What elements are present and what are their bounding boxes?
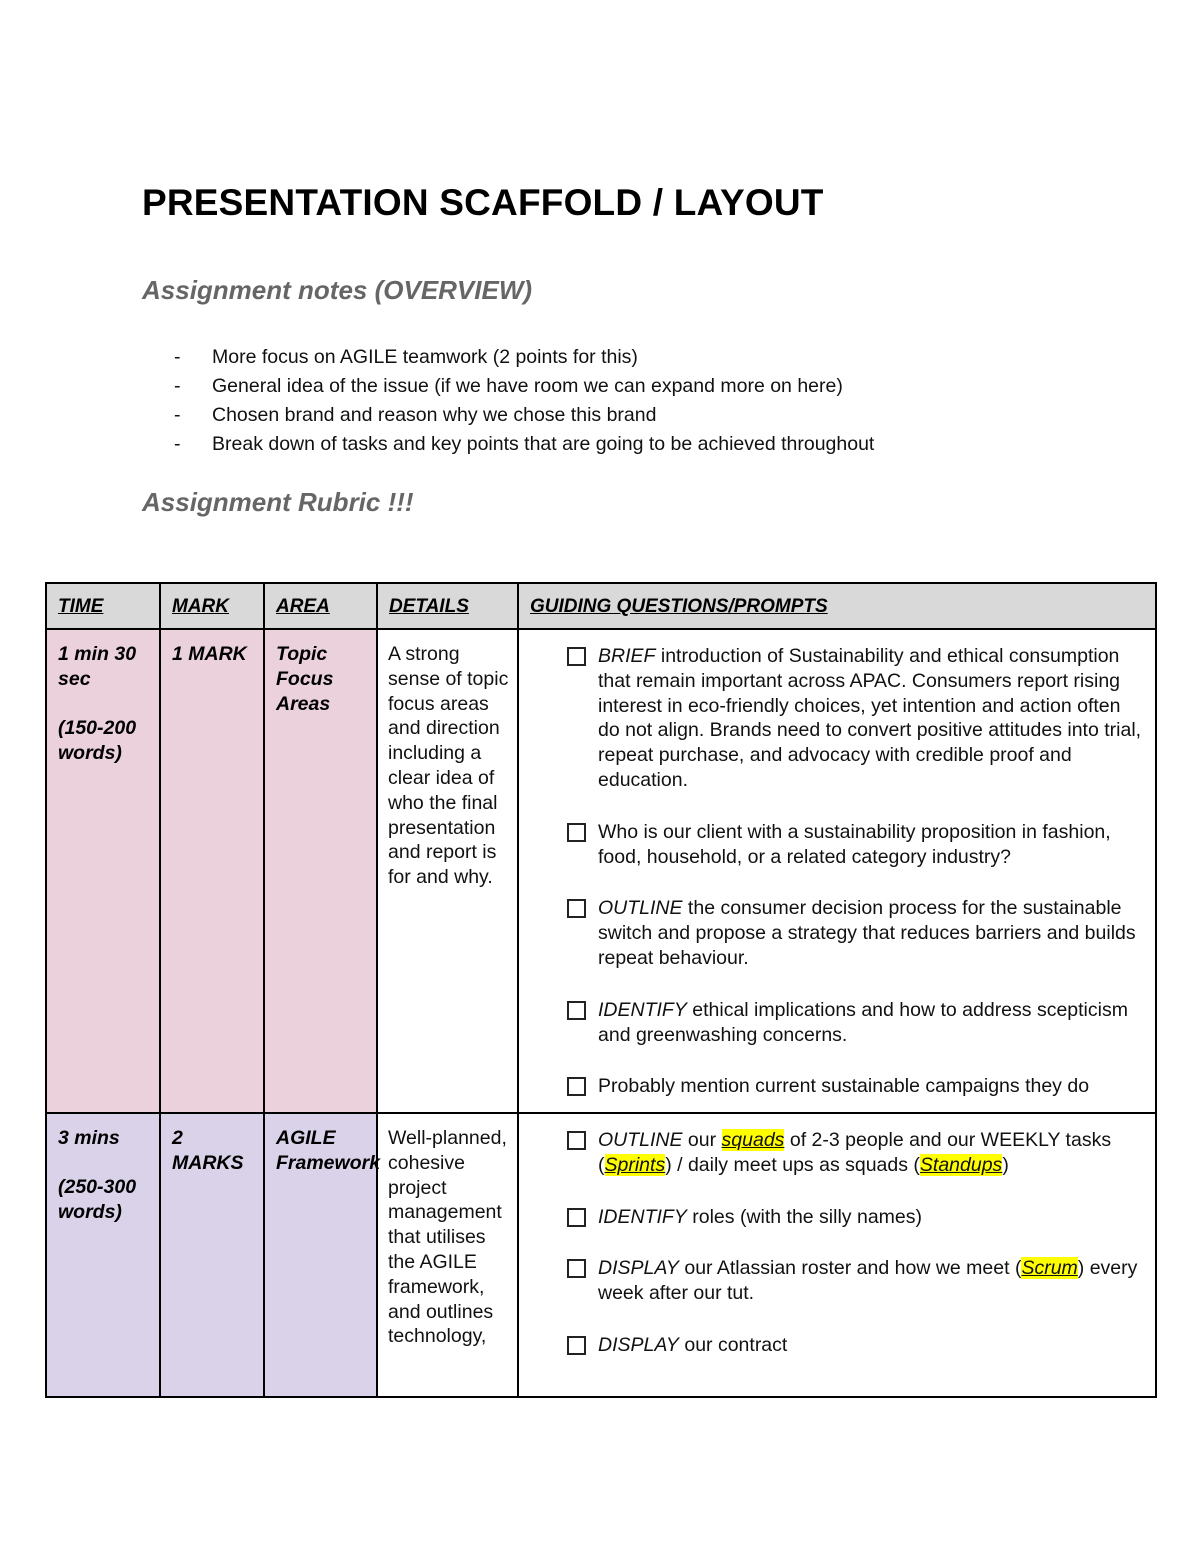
highlight-standups: Standups (919, 1153, 1003, 1176)
notes-heading: Assignment notes (OVERVIEW) (142, 275, 533, 305)
rubric-table (45, 582, 1157, 1398)
prompt-item: DISPLAY our Atlassian roster and how we meet (Scrum) every week after our tut. (567, 1256, 1145, 1306)
checkbox-icon[interactable] (567, 647, 586, 666)
details-cell: Well-planned, cohesive project management that utilises the AGILE framework, and outlines technology, (377, 1113, 518, 1397)
highlight-sprints: Sprints (604, 1153, 666, 1176)
prompt-item: Probably mention current sustainable campaigns they do (567, 1074, 1145, 1099)
prompt-item: BRIEF introduction of Sustainability and ethical consumption that remain important across APAC. Consumers report rising interest in eco-friendly choices, yet intention and action often do not align. Brands need to convert positive attitudes into trial, repeat purchase, and advocacy with credible proof and education. (567, 644, 1145, 793)
bullet-dash: - (174, 375, 181, 397)
checkbox-icon[interactable] (567, 1208, 586, 1227)
checkbox-icon[interactable] (567, 1131, 586, 1150)
header-mark: MARK (160, 583, 264, 629)
checkbox-icon[interactable] (567, 1001, 586, 1020)
prompt-item: Who is our client with a sustainability proposition in fashion, food, household, or a related category industry? (567, 820, 1145, 870)
checkbox-icon[interactable] (567, 1336, 586, 1355)
checkbox-icon[interactable] (567, 899, 586, 918)
list-item: - Break down of tasks and key points that are going to be achieved throughout (142, 430, 874, 459)
table-row (46, 629, 1156, 1113)
header-area: AREA (264, 583, 377, 629)
notes-list (142, 343, 874, 459)
checkbox-icon[interactable] (567, 1259, 586, 1278)
time-cell: 3 mins (250-300 words) (46, 1113, 160, 1397)
details-cell: A strong sense of topic focus areas and direction including a clear idea of who the final presentation and report is for and why. (377, 629, 518, 1113)
checkbox-icon[interactable] (567, 823, 586, 842)
list-item: - General idea of the issue (if we have room we can expand more on here) (142, 372, 874, 401)
prompt-item: DISPLAY our contract (567, 1333, 1145, 1358)
header-details: DETAILS (377, 583, 518, 629)
prompts-cell (518, 629, 1156, 1113)
prompt-item: OUTLINE the consumer decision process for the sustainable switch and propose a strategy that reduces barriers and builds repeat behaviour. (567, 896, 1145, 970)
checkbox-icon[interactable] (567, 1077, 586, 1096)
bullet-dash: - (174, 346, 181, 368)
bullet-dash: - (174, 433, 181, 455)
prompt-item: OUTLINE our squads of 2-3 people and our WEEKLY tasks (Sprints) / daily meet ups as squads (Standups) (567, 1128, 1145, 1178)
highlight-squads: squads (721, 1129, 785, 1151)
prompt-item: IDENTIFY ethical implications and how to address scepticism and greenwashing concerns. (567, 998, 1145, 1048)
page-title: PRESENTATION SCAFFOLD / LAYOUT (142, 182, 824, 223)
prompts-cell (518, 1113, 1156, 1397)
list-item: - More focus on AGILE teamwork (2 points for this) (142, 343, 874, 372)
list-item: - Chosen brand and reason why we chose this brand (142, 401, 874, 430)
time-cell: 1 min 30 sec (150-200 words) (46, 629, 160, 1113)
mark-cell: 1 MARK (160, 629, 264, 1113)
table-row (46, 1113, 1156, 1397)
area-cell: Topic Focus Areas (264, 629, 377, 1113)
mark-cell: 2 MARKS (160, 1113, 264, 1397)
table-header-row (46, 583, 1156, 629)
bullet-dash: - (174, 404, 181, 426)
prompt-item: IDENTIFY roles (with the silly names) (567, 1205, 1145, 1230)
header-prompts: GUIDING QUESTIONS/PROMPTS (518, 583, 1156, 629)
header-time: TIME (46, 583, 160, 629)
highlight-scrum: Scrum (1021, 1257, 1078, 1280)
rubric-heading: Assignment Rubric !!! (142, 487, 414, 517)
area-cell: AGILE Framework (264, 1113, 377, 1397)
